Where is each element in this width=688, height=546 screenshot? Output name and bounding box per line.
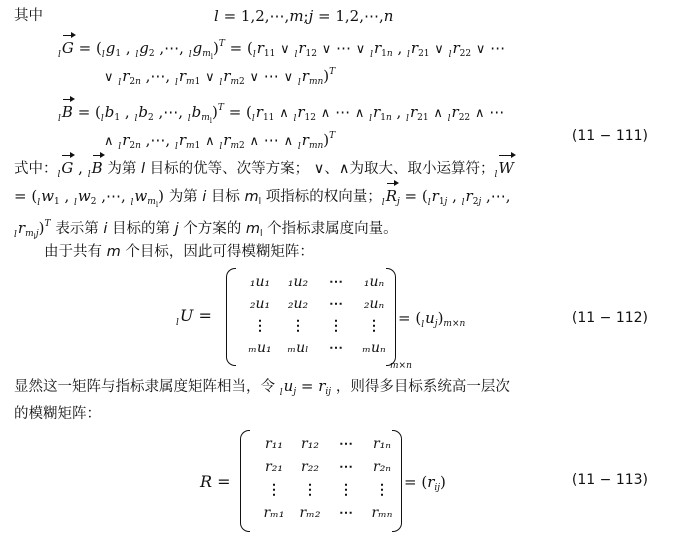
text-line-2: = ($_lw_1$ , $_lw_2$ ,⋯, $_lw_{m_l}$) 为第 i 目标 $m_l$ 项指标的权向量；$_lR_j = (_lr_{1j}$ , $_lr_{2j}$ ,⋯, — [14, 187, 511, 209]
matrix-r-lhs: R = — [200, 472, 231, 491]
equation-number-112: (11 − 112) — [571, 310, 648, 326]
equation-number-111: (11 − 111) — [571, 128, 648, 144]
matrix_R-cell-0-0: r₁₁ — [265, 436, 283, 452]
matrix_R-cell-1-3: r₂ₙ — [373, 459, 391, 475]
matrix_R-cell-2-0: ⋮ — [267, 482, 281, 498]
matrix_U-cell-0-0: ₁u₁ — [249, 274, 271, 290]
g-vector-equation: $_lG = (_lg_1$ , $_lg_2$ ,⋯, $_lg_{m_l})^T = (_lr_{11}$ ∨ $_lr_{12}$ ∨ ⋯ ∨ $_lr_{1n}$ , $_lr_{21}$ ∨ $_lr_{22}$ ∨ ⋯ — [58, 39, 506, 61]
b-vector-equation-cont: ∧ $_lr_{2n}$ ,⋯, $_lr_{m1}$ ∧ $_lr_{m2}$ ∧ ⋯ ∧ $_lr_{mn})^T$ — [104, 131, 336, 152]
matrix-u-dim: m×n — [390, 361, 412, 371]
matrix_R-cell-0-2: ⋯ — [339, 436, 353, 452]
matrix_R-cell-0-1: r₁₂ — [301, 436, 319, 452]
matrix_R-cell-2-2: ⋮ — [339, 482, 353, 498]
matrix-u-rhs: = $(_lu_j)_{m\times n}$ — [398, 309, 466, 330]
text-line-1: 式中：$_l$G , $_l$B 为第 l 目标的优等、次等方案； ∨、∧为取大、取小运算符；$_l$W — [14, 159, 514, 180]
index-range-equation: l = 1,2,⋯,m;j = 1,2,⋯,n — [214, 7, 394, 25]
matrix_U-cell-1-1: ₂u₂ — [287, 296, 309, 312]
matrix_U-cell-3-3: ₘuₙ — [362, 340, 386, 356]
text-line-6: 的模糊矩阵： — [14, 406, 101, 422]
matrix_U-cell-0-2: ⋯ — [329, 274, 343, 290]
matrix_U-cell-0-1: ₁u₂ — [287, 274, 309, 290]
g-vector-equation-cont: ∨ $_lr_{2n}$ ,⋯, $_lr_{m1}$ ∨ $_lr_{m2}$ ∨ ⋯ ∨ $_lr_{mn})^T$ — [104, 67, 336, 88]
matrix_U-cell-2-2: ⋮ — [329, 318, 343, 334]
matrix_U-cell-2-3: ⋮ — [367, 318, 381, 334]
matrix_U-cell-1-3: ₂uₙ — [363, 296, 385, 312]
matrix-u — [226, 268, 396, 366]
matrix_R-cell-3-2: ⋯ — [339, 505, 353, 521]
matrix_R-cell-2-3: ⋮ — [375, 482, 389, 498]
matrix-u-lhs: $_l$U = — [176, 306, 212, 328]
matrix_U-cell-1-2: ⋯ — [329, 296, 343, 312]
matrix_R-cell-3-3: rₘₙ — [371, 505, 393, 521]
matrix_R-cell-3-0: rₘ₁ — [263, 505, 285, 521]
matrix_U-cell-3-0: ₘu₁ — [248, 340, 272, 356]
matrix_U-cell-3-2: ⋯ — [329, 340, 343, 356]
text-line-5: 显然这一矩阵与指标隶属度矩阵相当，令 $_lu_j = r_{ij}$ ，则得多目标系统高一层次 — [14, 377, 510, 398]
matrix_R-cell-1-0: r₂₁ — [265, 459, 283, 475]
text-line-4: 由于共有 m 个目标，因此可得模糊矩阵： — [44, 244, 314, 260]
matrix_R-cell-0-3: r₁ₙ — [373, 436, 391, 452]
matrix_U-cell-2-1: ⋮ — [291, 318, 305, 334]
matrix-r-rhs: = $(r_{ij})$ — [404, 473, 446, 493]
matrix_R-cell-1-2: ⋯ — [339, 459, 353, 475]
matrix_R-cell-3-1: rₘ₂ — [299, 505, 321, 521]
matrix-r — [240, 430, 402, 532]
equation-number-113: (11 − 113) — [571, 472, 648, 488]
matrix_R-cell-1-1: r₂₂ — [301, 459, 319, 475]
lead-label: 其中 — [14, 8, 43, 24]
matrix_U-cell-1-0: ₂u₁ — [249, 296, 271, 312]
matrix_U-cell-2-0: ⋮ — [253, 318, 267, 334]
matrix_R-cell-2-1: ⋮ — [303, 482, 317, 498]
matrix_U-cell-3-1: ₘuₗ — [287, 340, 309, 356]
text-line-3: $_lr_{m_lj})^T$ 表示第 i 目标的第 j 个方案的 $m_l$ 个指标隶属度向量。 — [14, 219, 398, 241]
b-vector-equation: $_lB = (_lb_1$ , $_lb_2$ ,⋯, $_lb_{m_l})^T = (_lr_{11}$ ∧ $_lr_{12}$ ∧ ⋯ ∧ $_lr_{1n}$ , $_lr_{21}$ ∧ $_lr_{22}$ ∧ ⋯ — [58, 103, 505, 125]
matrix_U-cell-0-3: ₁uₙ — [363, 274, 385, 290]
